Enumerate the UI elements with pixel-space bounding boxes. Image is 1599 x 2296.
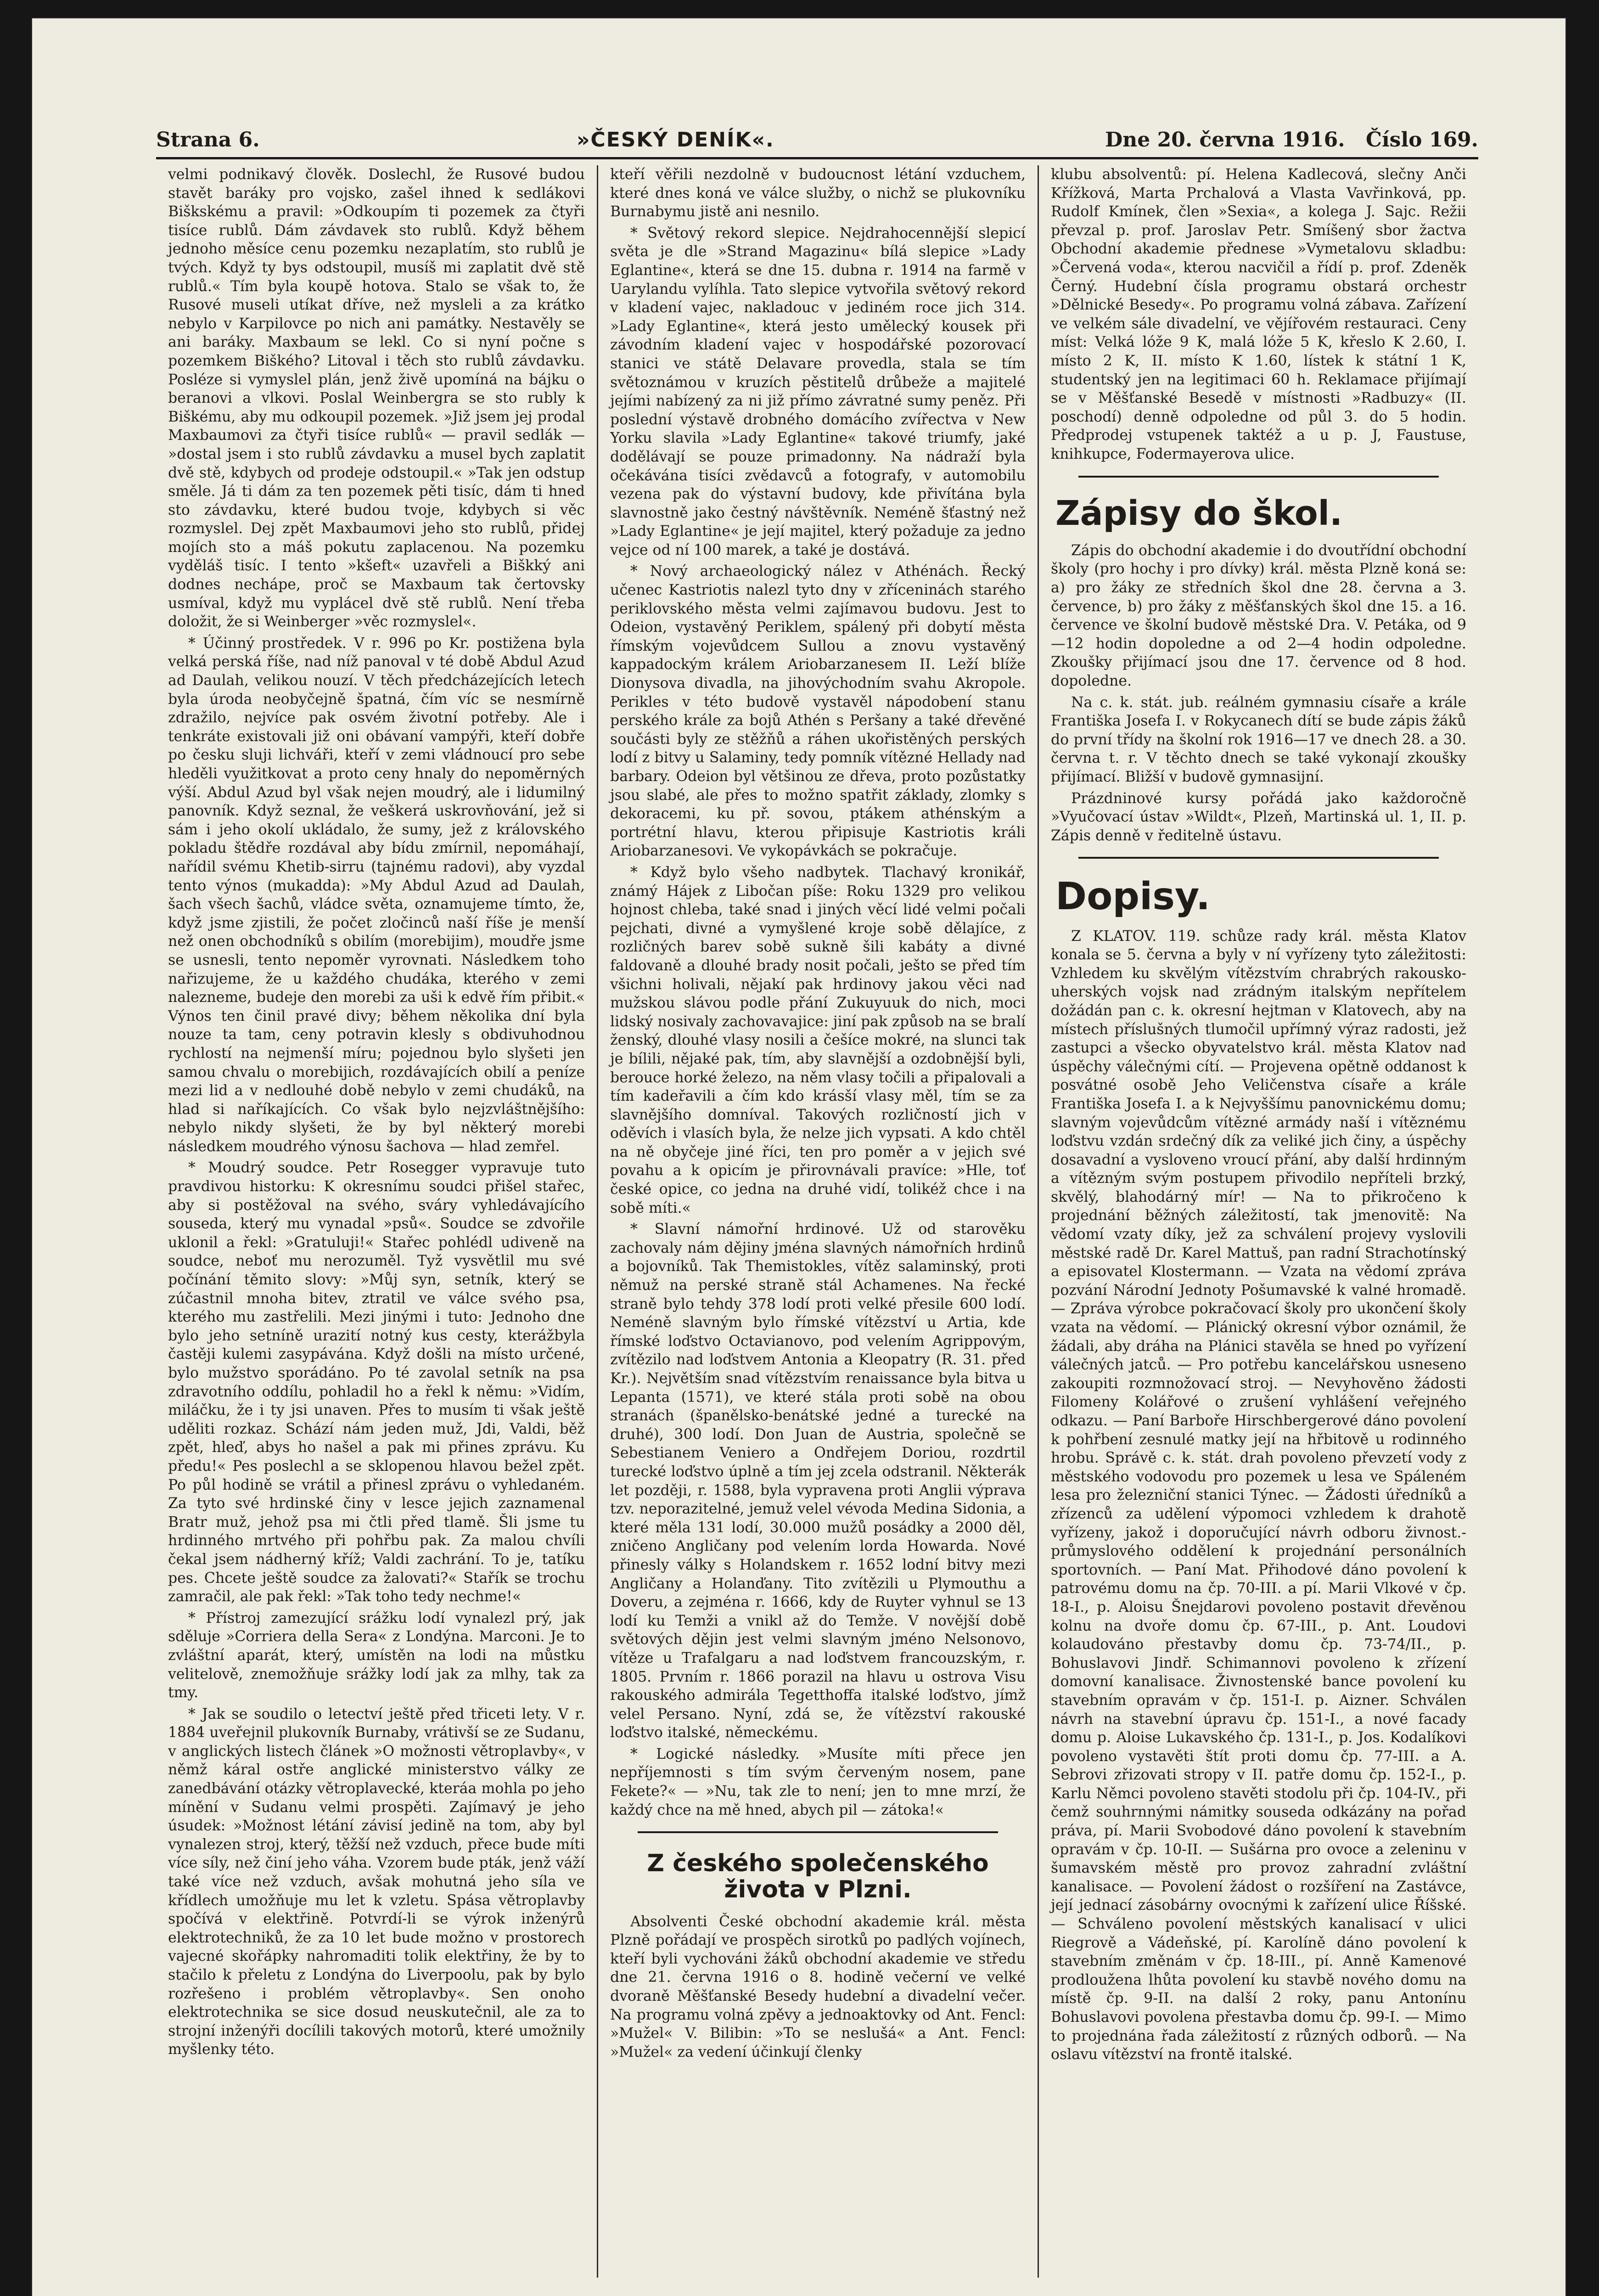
page-number: Strana 6. bbox=[156, 128, 260, 152]
dopisy-body bbox=[1051, 927, 1466, 2064]
section-rule bbox=[1078, 476, 1439, 478]
article-paragraph: Absolventi České obchodní akademie král. města Plzně pořádají ve prospěch sirotků po padlých vojínech, kteří byli vychováni žáků obchodní akademie ve středu dne 21. června 1916 o 8. hodině večerní ve velké dvoraně Měšťanské Besedy hudební a divadelní večer. Na programu volná zpěvy a jednoaktovky od Ant. Fencl: »Mužel« V. Bilibin: »To se neslušá« a Ant. Fencl: »Mužel« za vedení účinkují členky bbox=[610, 1913, 1026, 2060]
masthead-title: »ČESKÝ DENÍK«. bbox=[576, 128, 774, 152]
article-paragraph: * Nový archaeologický nález v Athénách. Řecký učenec Kastriotis nalezl tyto dny v zříceninách starého periklovského města velmi zajímavou budovu. Jest to Odeion, vystavěný Periklem, spálený při dobytí města římským vojevůdcem Sullou a znovu vystavěný kappadockým králem Ariobarzanesem II. Leží blíže Dionysova divadla, na jihovýchodním svahu Akropole. Perikles v této budově vystavěl nápodobení stanu perského krále za bojů Athén s Peršany a také dřevěné součásti byly ze stěžňů a ráhen ukořistěných perských lodí z bitvy u Salaminy, tedy pomník vítězné Hellady nad barbary. Odeion byl většinou ze dřeva, proto pozůstatky jsou slabé, ale přes to možno spatřit základy, zlomky s dekoracemi, ku př. sovou, ptákem athénským a portrétní hlavu, kterou připisuje Kastriotis králi Ariobarzanesovi. Ve vykopávkách se pokračuje. bbox=[610, 563, 1026, 860]
article-paragraph: * Moudrý soudce. Petr Rosegger vypravuje tuto pravdivou historku: K okresnímu soudci přišel stařec, aby si postěžoval na svého, sváry vyhledávajícího souseda, který mu vynadal »psů«. Soudce se zdvořile uklonil a řekl: »Gratuluji!« Stařec pohlédl udiveně na soudce, neboť mu nerozuměl. Tyž vysvětlil mu své počínání těmito slovy: »Můj syn, setník, který se zúčastnil mnoha bitev, ztratil ve válce svého psa, kterého mu zastřelili. Mezi jinými i tuto: Jednoho dne bylo jeho setníně urazití notný kus cesty, kterážbyla častěji kulemi zasypávána. Když došli na místo určené, bylo mužstvo sporádáno. Po té zavolal setník na psa zdravotního oddílu, pohladil ho a řekl k němu: »Vidím, miláčku, že i ty jsi unaven. Přes to musím ti však ještě uděliti rozkaz. Schází nám jeden muž, Jdi, Valdi, běž zpět, hleď, abys ho našel a pak mi přines zprávu. Ku předu!« Pes poslechl a se sklopenou hlavou bežel zpět. Po půl hodině se vrátil a přinesl zprávu o vyhledaném. Za tyto své hrdinské činy v lesce jejich zaznamenal Bratr muž, jehož psa mi čtli před tlamě. Šli jsme tu hrdinného mrtvého při pohřbu pak. Za malou chvíli čekal jsem nádherný kříž; Valdi zachrání. To je, tatíku pes. Chcete ještě soudce za žalovati?« Stařík se trochu zamračil, ale pak řekl: »Tak toho tedy nechme!« bbox=[168, 1159, 585, 1605]
article-paragraph: * Jak se soudilo o letectví ještě před třiceti lety. V r. 1884 uveřejnil plukovník Burnaby, vrátivší se ze Sudanu, v anglických listech článek »O možnosti větroplavby«, v němž káral ostře anglické ministerstvo války ze zanedbávání otázky větroplavecké, kteráa mohla po jeho mínění v Sudanu velmi prospěti. Zajímavý je jeho úsudek: »Možnost létání závisí jedině na tom, aby byl vynalezen stroj, který, těžší než vzduch, přece bude míti více síly, než činí jeho váha. Vzorem bude pták, jenž váží také více než vzduch, avšak mohutná jeho síla ve křídlech umožňuje mu let k vzletu. Spása větroplavby spočívá v elektřině. Potvrdí-li se výrok inženýrů elektrotechniků, že za 10 let bude možno v prostorech vajecné skořápky nahromaditi tolik elektřiny, že by to stačilo k přeletu z Londýna do Liverpoolu, pak by bylo rozřešeno i problém větroplavby«. Sen onoho elektrotechnika se sice dosud neuskutečnil, ale za to strojní inženýři docílili takových motorů, které umožnily myšlenky této. bbox=[168, 1705, 585, 2058]
issue-date: Dne 20. června 1916. bbox=[1105, 128, 1345, 152]
page-header bbox=[156, 106, 1478, 159]
newspaper-page bbox=[32, 18, 1565, 2296]
article-paragraph: Zápis do obchodní akademie i do dvoutřídní obchodní školy (pro hochy i pro dívky) král. města Plzně koná se: a) pro žáky ze středních škol dne 28. června a 3. července, b) pro žáky z měšťanských škol dne 15. a 16. července ve školní budově městské Dra. V. Petáka, od 9—12 hodin dopoledne a od 2—4 hodin odpoledne. Zkoušky přijímací jsou dne 17. července od 8 hod. dopoledne. bbox=[1051, 542, 1466, 690]
article-columns bbox=[156, 165, 1478, 2278]
column-3-articles bbox=[1051, 165, 1466, 464]
article-paragraph: klubu absolventů: pí. Helena Kadlecová, slečny Anči Křížková, Marta Prchalová a Vlasta Vavřinková, pp. Rudolf Kmínek, člen »Sexia«, a kolega J. Sajc. Režii převzal p. prof. Jaroslav Petr. Smíšený sbor žactva Obchodní akademie přednese »Vymetalovu skladbu: »Červená voda«, kterou nacvičil a řídí p. prof. Zdeněk Černý. Hudební čísla programu obstará orchestr »Dělnické Besedy«. Po programu volná zábava. Zařízení ve velkém sále divadelní, ve vějířovém restauraci. Ceny míst: Velká lóže 9 K, malá lóže 5 K, křeslo K 2.60, I. místo 2 K, II. místo K 1.60, lístek k státní 1 K, studentský jen na legitimaci 60 h. Reklamace přijímají se v Měšťanské Besedě v místnosti »Radbuzy« (II. poschodí) denně odpoledne od půl 3. do 5 hodin. Předprodej vstupenek taktéž a u p. J, Faustuse, knihkupce, Fodermayerova ulice. bbox=[1051, 166, 1466, 462]
article-paragraph: * Logické následky. »Musíte míti přece jen nepříjemnosti s tím svým červeným nosem, pane Fekete?« — »Nu, tak zle to není; jen to mne mrzí, že každý chce na mě hned, abych pil — zátoka!« bbox=[610, 1745, 1026, 1818]
section-rule bbox=[638, 1831, 998, 1833]
column-1 bbox=[156, 165, 597, 2278]
spolecenske-body bbox=[610, 1913, 1026, 2062]
article-paragraph: * Slavní námořní hrdinové. Už od starověku zachovaly nám dějiny jména slavných námořních hrdinů a bojovníků. Tak Themistokles, vítěz salaminský, proti němuž na perské straně stál Achamenes. Na řecké straně bylo tehdy 378 lodí proti velké přesile 600 lodí. Neméně slavným bylo římské vítězství u Artia, kde římské loďstvo Octavianovo, pod velením Agrippovým, zvítězilo nad loďstvem Antonia a Kleopatry (R. 31. před Kr.). Největším snad vítězstvím renaissance byla bitva u Lepanta (1571), ve které stála proti sobě na obou stranách (španělsko-benátské jedné a turecké na druhé), 300 lodí. Don Juan de Austria, společně se Sebestianem Veniero a Ondřejem Doriou, rozdrtil turecké loďstvo úplně a tím jej zcela odstranil. Některák let později, r. 1588, byla vypravena proti Anglii výprava tzv. neporazitelné, jemuž velel vévoda Medina Sidonia, a které měla 131 lodí, 30.000 mužů posádky a 2000 děl, zničeno Angličany pod velením lorda Howarda. Nové přinesly války s Holandskem r. 1652 lodní bitvy mezi Angličany a Holanďany. Tito zvítězili u Plymouthu a Doveru, a zejména r. 1666, kdy de Ruyter vyhnul se 13 lodí ku Temži a vnikl až do Temže. V novější době světových dějin jest velmi slavným jméno Nelsonovo, vítěze u Trafalgaru a nad loďstvem francouzským, r. 1805. Prvním r. 1866 porazil na hlavu u ostrova Visu rakouského admirála Tegetthoffa italské loďstvo, jímž velel Persano. Nyní, zdá se, že vítězství rakouské loďstvo italské, německému. bbox=[610, 1221, 1026, 1741]
article-paragraph: Z KLATOV. 119. schůze rady král. města Klatov konala se 5. června a byly v ní vyřízeny tyto záležitosti: Vzhledem ku skvělým vítězstvím chrabrých rakousko-uherských vojsk nad zrádným italským nepřítelem dožádán pan c. k. okresní hejtman v Klatovech, aby na místech příslušných tlumočil upřímný výraz radosti, jež zastupci a všecko obyvatelstvo král. města Klatov nad úspěchy válečnými cítí. — Projevena opětně oddanost k posvátné osobě Jeho Veličenstva císaře a krále Františka Josefa I. a k Nejvyššímu panovnickému domu; slavným vojevůdcům vítězné armády naší i vítěznému loďstvu vzdán srdečný dík za veliké jich činy, a úspěchy dosavadní a vysloveno vroucí přání, aby další hrdinným a vítězným svým postupem přivodilo nepříteli brzký, skvělý, blahodárný mír! — Na to přikročeno k projednání běžných záležitostí, tak jmenovitě: Na vědomí vzaty díky, jež za schválení projevy vyslovili městské radě Dr. Karel Mattuš, pan radní Strachotínský a episovatel Klostermann. — Vzata na vědomí zpráva pozvání Národní Jednoty Pošumavské k valné hromadě. — Zpráva výrobce pokračovací školy pro ukončení školy vzata na vědomí. — Plánický okresní výbor oznámil, že žádali, aby dráha na Plánici stavěla se hned po vyřízení válečných jatců. — Pro potřebu kancelářskou usneseno zakoupiti rozmnožovací stroj. — Nevyhověno žádosti Filomeny Kolářové o zrušení vyhlášení veřejného odkazu. — Paní Barboře Hirschbergerové dáno povolení k pohřbení zesnulé matky její na hřbitově u rodinného hrobu. Správě c. k. stát. drah povoleno převzetí vody z městského vodovodu pro pozemek u lesa ve Spáleném lesa pro železniční stanici Týnec. — Žádosti úředníků a zřízenců za udělení výpomoci vzhledem k drahotě vyřízeny, jakož i doporučující návrh odboru živnost.-průmyslového oddělení k projednání personálních sportovních. — Paní Mat. Přihodové dáno povolení k patrovému domu na čp. 70-III. a pí. Marii Vlkové v čp. 18-I., p. Aloisu Šnejdarovi povoleno postavit dřevěnou kolnu na dvoře domu čp. 67-III., p. Ant. Loudovi kolaudováno přestavby domu čp. 73-74/II., p. Bohuslavovi Jindř. Schimannovi povoleno k zřízení domovní kanalisace. Živnostenské bance povolení ku stavebním opravám v čp. 151-I. p. Aizner. Schválen návrh na stavební úpravu čp. 151-I., a nové facady domu p. Aloise Lukavského čp. 131-I., p. Jos. Kodalíkovi povoleno vystavěti štít proti domu čp. 77-III. a A. Sebrovi zřizovati stropy v II. patře domu čp. 152-I., p. Karlu Němci povoleno stavěti stodolu při čp. 104-IV., při čemž souhrnnými námitky souseda odkázány na pořad práva, pí. Marii Svobodové dáno povolení k stavebním opravám v čp. 10-II. — Sušárna pro ovoce a zeleninu v šumavském městě pro provoz zahradní zvláštní kanalisace. — Povolení žádost o rozšíření na Zastávce, její jednací zásobárny ovocnými k zařízení ulice Říšské. — Schváleno povolení městských kanalisací v ulici Riegrově a Vádeňské, pí. Karolíně dáno povolení k stavebním změnám v čp. 18-III., pí. Anně Kamenové prodloužena lhůta povolení ku stavbě nového domu na místě čp. 9-II. na další 2 roky, panu Antonínu Bohuslavovi povolena přestavba domu čp. 99-I. — Mimo to projednána řada záležitostí z různých odborů. — Na oslavu vítězství na frontě italské. bbox=[1051, 928, 1466, 2063]
column-2-articles bbox=[610, 165, 1026, 1819]
column-2 bbox=[597, 165, 1038, 2278]
article-paragraph: Na c. k. stát. jub. reálném gymnasiu císaře a krále Františka Josefa I. v Rokycanech dítí se bude zápis žáků do první třídy na školní rok 1916—17 ve dnech 28. a 30. června t. r. V těchto dnech se také vykonají zkoušky přijímací. Bližší v budově gymnasijní. bbox=[1051, 694, 1466, 786]
article-paragraph: * Přístroj zamezující srážku lodí vynalezl prý, jak sděluje »Corriera della Sera« z Londýna. Marconi. Je to zvláštní aparát, který, umístěn na lodi na můstku velitelově, znemožňuje srážky lodí jak za mlhy, tak za tmy. bbox=[168, 1609, 585, 1701]
date-issue bbox=[1091, 128, 1478, 152]
article-paragraph: * Světový rekord slepice. Nejdrahocennější slepicí světa je dle »Strand Magazinu« bílá slepice »Lady Eglantine«, která se dne 15. dubna r. 1914 na farmě v Uarylandu vylíhla. Tato slepice vytvořila světový rekord v kladení vajec, nakladouc v jediném roce jich 314. »Lady Eglantine«, která jesto umělecký kousek při závodním kladení vajec v hospodářské pozorovací stanici ve státě Delavare provedla, stala se tím světoznámou v kruzích pěstitelů drůbeže a majitelé jejími nabízený za ni již přímo závratné sumy peněz. Při poslední výstavě drobného domácího zvířectva v New Yorku slavila »Lady Eglantine« takové triumfy, jaké dodělávají se pouze primadonny. Na nádraží byla očekávána tisíci zvědavců a fotografy, v automobilu vezena pak do výstavní budovy, kde přivítána byla slavnostně jako čestný návštěvník. Neméně šťastný než »Lady Eglantine« je její majitel, který požaduje za jedno vejce od ní 100 marek, a také je dostává. bbox=[610, 225, 1026, 558]
section-title-zapisy: Zápisy do škol. bbox=[1055, 493, 1343, 533]
article-paragraph: * Když bylo všeho nadbytek. Tlachavý kronikář, známý Hájek z Libočan píše: Roku 1329 pro velikou hojnost chleba, také snad i jiných věcí lidé velmi počali pejchati, divné a vymyšlené kroje sobě dělajíce, z rozličných barev sobě sukně šili kabáty a divné faldovaně a dlouhé brady nosit počali, ješto se před tím všichni holivali, nějakí pak hrdinovy jakou věci nad mužskou slávou podle přání Zukuyuuk do nich, moci lidský nosivaly zachovavajice: jiní pak způsob na se bralí ženský, dlouhé vlasy nosili a češíce mokré, na slunci tak je bílili, nějaké pak, tím, aby slavnější a ozdobnější byli, berouce horké železo, na něm vlasy točili a připalovali a tím kadeřavili a čím kdo krásší vlasy měl, tím se za slavnějšího domníval. Takových rozličností jich v oděvích i vlasích byla, že nelze jich vypsati. A kdo chtěl na ně obyčeje jiné říci, ten pro poměr a v jejich své povahu a k opicím je přirovnávali pravíce: »Hle, toť české opice, co jedna na druhé vidí, tolikéž chce i na sobě míti.« bbox=[610, 864, 1026, 1216]
article-paragraph: Prázdninové kursy pořádá jako každoročně »Vyučovací ústav »Wildt«, Plzeň, Martinská ul. 1, II. p. Zápis denně v ředitelně ústavu. bbox=[1051, 790, 1466, 844]
article-paragraph: kteří věřili nezdolně v budoucnost létání vzduchem, které dnes koná ve válce služby, o nichž se plukovníku Burnabymu jistě ani nesnilo. bbox=[610, 166, 1026, 220]
article-paragraph: velmi podnikavý člověk. Doslechl, že Rusové budou stavět baráky pro vojsko, zašel ihned k sedlákovi Biškskému a pravil: »Odkoupím ti pozemek za čtyři tisíce rublů. Dám závdavek sto rublů. Když během jednoho měsíce cenu pozemku nezaplatím, sto rublů je tvých. Když ty bys odstoupil, musíš mi zaplatit dvě stě rublů.« Tím byla koupě hotova. Stalo se však to, že Rusové museli utíkat dříve, než mysleli a za krátko nebylo v Karpilovce po nich ani památky. Nestavěly se ani baráky. Maxbaum se lekl. Co si nyní počne s pozemkem Biškého? Litoval i těch sto rublů závdavku. Posléze si vymyslel plán, jenž živě upomíná na bájku o beranovi a vlkovi. Poslal Weinbergra se sto rubly k Biškému, aby mu odkoupil pozemek. »Již jsem jej prodal Maxbaumovi za čtyři tisíce rublů« — pravil sedlák — »dostal jsem i sto rublů závdavku a musel bych zaplatit dvě stě, kdybych od prodeje odstoupil.« »Tak jen odstup směle. Já ti dám za ten pozemek pěti tisíc, dám ti hned sto závdavku, které budou tvoje, kdybych si věc rozmyslel. Dej zpět Maxbaumovi jeho sto rublů, přidej mojích sto a máš pokutu zaplacenou. Na pozemku vyděláš tisíc. I tento »kšeft« uzavřeli a Biškký ani dodnes nechápe, proč se Maxbaum tak čertovsky usmíval, když mu vyplácel dvě stě rublů. Není třeba doložit, že si Weinberger »věc rozmyslel«. bbox=[168, 166, 585, 630]
column-3 bbox=[1038, 165, 1478, 2278]
section-rule bbox=[1078, 857, 1439, 859]
section-title-dopisy: Dopisy. bbox=[1055, 875, 1211, 919]
article-paragraph: * Účinný prostředek. V r. 996 po Kr. postižena byla velká perská říše, nad níž panoval v té době Abdul Azud ad Daulah, velikou nouzí. V těch předcházejících letech byla úroda neobyčejně špatná, čím víc se nesmírně zdražilo, nejvíce pak osvém životní potřeby. Ale i tenkráte existovali již oni obávaní vampýři, kteří dobře po česku sluji lichváři, kteří v zemi vládnoucí pro sebe hleděli využitkovat a proto ceny hnaly do nepoměrných výší. Abdul Azud byl však nejen moudrý, ale i lidumilný panovník. Když seznal, že veškerá uskrovňování, jež si sám i jeho okolí ukládalo, že sumy, jež z královského pokladu štědře rozdával aby bídu zmírnil, nepomáhají, nařídil svému Khetib-sirru (tajnému radovi), aby vyzdal tento výnos (mukadda): »My Abdul Azud ad Daulah, šach všech šachů, vládce světa, oznamujeme tímto, že, když jsme zjistili, že počet zločinců naší říše je menší než onen obchodníků s obilím (morebijim), moudře jsme se usnesli, tento nepoměr vyrovnati. Následkem toho nařizujeme, že u každého chudáka, kterého v zemi nalezneme, budeje den morebi za uši k edvě řím přibit.« Výnos ten činil pravé divy; během několika dní byla nouze ta tam, ceny potravin klesly s obdivuhodnou rychlostí na nejmenší míru; pojednou bylo slyšeti jen samou chvalu o morebijich, rozdávajících obilí a peníze mezi lid a v nedlouhé době nebylo v zemi chudáků, na hlad si naříkajících. Co však bylo nejzvláštnějšího: nebylo nikdy slyšeti, že by byl některý morebi následkem moudrého výnosu šachova — hlad zemřel. bbox=[168, 635, 585, 1155]
issue-number: Číslo 169. bbox=[1365, 128, 1478, 152]
zapisy-body bbox=[1051, 541, 1466, 845]
section-title-spolecensky-zivot: Z českého společenského života v Plzni. bbox=[647, 1850, 989, 1904]
